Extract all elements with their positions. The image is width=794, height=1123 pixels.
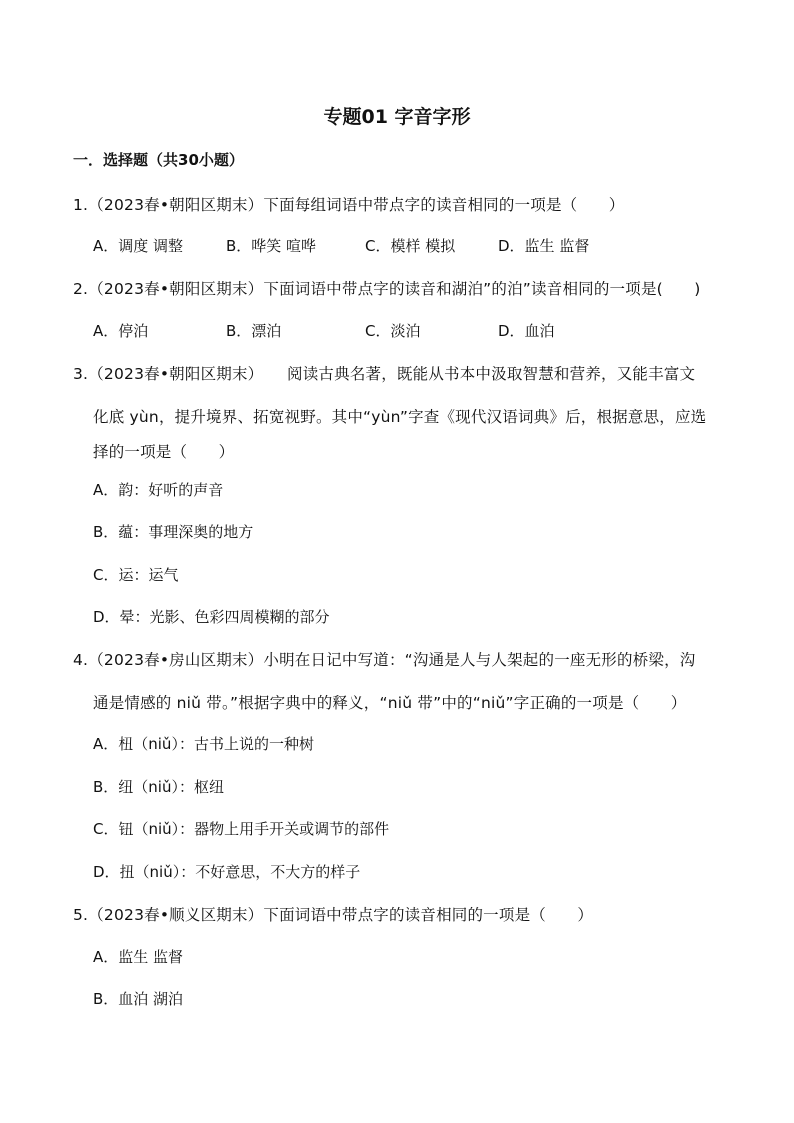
question-3-option-d: D．晕：光影、色彩四周模糊的部分 xyxy=(93,608,330,626)
question-1-options xyxy=(93,235,713,255)
question-4-stem-line-1: 4.（2023春•房山区期末）小明在日记中写道：“沟通是人与人架起的一座无形的桥梁，沟 xyxy=(73,651,696,669)
question-4-option-d: D．扭（niǔ）：不好意思，不大方的样子 xyxy=(93,863,361,881)
question-4-option-c: C．钮（niǔ）：器物上用手开关或调节的部件 xyxy=(93,820,390,838)
question-1-option-a: A．调度 调整 xyxy=(93,237,184,255)
question-3-stem-line-2: 化底 yùn，提升境界、拓宽视野。其中“yùn”字查《现代汉语词典》后，根据意思，应选 xyxy=(93,408,707,426)
question-4-option-b: B．纽（niǔ）：枢纽 xyxy=(93,778,224,796)
question-1-option-c: C．模样 模拟 xyxy=(365,237,456,255)
section-heading: 一．选择题（共30小题） xyxy=(73,151,244,169)
question-5-option-b: B．血泊 湖泊 xyxy=(93,990,184,1008)
question-3-option-a: A．韵：好听的声音 xyxy=(93,481,224,499)
question-5-option-a: A．监生 监督 xyxy=(93,948,184,966)
question-2-option-d: D．血泊 xyxy=(498,322,555,340)
question-3-option-c: C．运：运气 xyxy=(93,566,179,584)
question-2-stem: 2.（2023春•朝阳区期末）下面词语中带点字的读音和湖泊”的泊”读音相同的一项是( ) xyxy=(73,280,701,298)
document-title: 专题01 字音字形 xyxy=(323,106,471,128)
question-2-option-b: B．漂泊 xyxy=(226,322,282,340)
question-2-option-c: C．淡泊 xyxy=(365,322,421,340)
question-4-option-a: A．杻（niǔ）：古书上说的一种树 xyxy=(93,735,314,753)
question-3-stem-line-1: 3.（2023春•朝阳区期末） 阅读古典名著，既能从书本中汲取智慧和营养，又能丰富文 xyxy=(73,365,696,383)
question-1-stem: 1.（2023春•朝阳区期末）下面每组词语中带点字的读音相同的一项是（ ） xyxy=(73,196,625,214)
question-2-options xyxy=(93,320,713,340)
question-1-option-b: B．哗笑 喧哗 xyxy=(226,237,317,255)
question-2-option-a: A．停泊 xyxy=(93,322,149,340)
question-1-option-d: D．监生 监督 xyxy=(498,237,590,255)
question-3-stem-line-3: 择的一项是（ ） xyxy=(93,443,235,461)
question-4-stem-line-2: 通是情感的 niǔ 带。”根据字典中的释义，“niǔ 带”中的“niǔ”字正确的一项是（ ） xyxy=(93,694,687,712)
question-3-option-b: B．蕴：事理深奥的地方 xyxy=(93,523,254,541)
question-5-stem: 5.（2023春•顺义区期末）下面词语中带点字的读音相同的一项是（ ） xyxy=(73,906,594,924)
